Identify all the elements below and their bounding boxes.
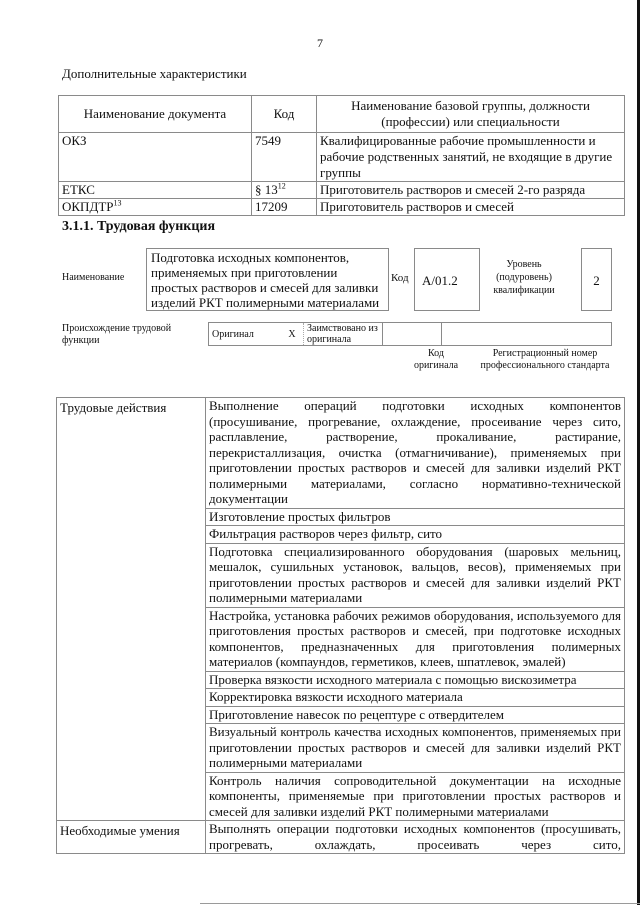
action-item: Проверка вязкости исходного материала с помощью вискозиметра	[206, 671, 625, 689]
doc-text: ЕТКС	[62, 182, 95, 197]
actions-label: Трудовые действия	[57, 398, 206, 821]
table-row	[59, 182, 625, 199]
cell-doc	[59, 133, 252, 182]
labor-function-heading: 3.1.1. Трудовая функция	[62, 219, 216, 234]
name-label: Наименование	[62, 272, 125, 283]
reg-number-label: Регистрационный номер профессионального стандарта	[480, 348, 610, 371]
additional-table	[58, 95, 625, 216]
action-item: Корректировка вязкости исходного материала	[206, 689, 625, 707]
cell-name: Приготовитель растворов и смесей	[317, 199, 625, 216]
header-code: Код	[252, 96, 317, 133]
origin-table	[208, 322, 612, 346]
footnote-ref[interactable]: 12	[277, 181, 286, 191]
doc-text: ОКПДТР	[62, 199, 114, 214]
cell-code	[252, 182, 317, 199]
cell-name: Квалифицированные рабочие промышленности и рабочие родственных занятий, не входящие в другие группы	[317, 133, 625, 182]
origin-code-cell	[383, 323, 442, 346]
action-item: Фильтрация растворов через фильтр, сито	[206, 526, 625, 544]
code-text: § 13	[255, 182, 278, 197]
action-item: Визуальный контроль качества исходных компонентов, применяемых при приготовлении простых растворов и смесей для заливки изделий РКТ полимерными материалами	[206, 724, 625, 773]
table-row	[59, 199, 625, 216]
code-text: 7549	[255, 133, 281, 148]
code-original-label: Код оригинала	[413, 348, 459, 371]
action-item: Приготовление навесок по рецептуре с отвердителем	[206, 706, 625, 724]
header-doc: Наименование документа	[59, 96, 252, 133]
code-label: Код	[391, 272, 409, 284]
function-name-box: Подготовка исходных компонентов, применяемых при приготовлении простых растворов и смесей для заливки изделий РКТ полимерными материалами	[146, 248, 389, 311]
table-row	[59, 133, 625, 182]
cell-code	[252, 133, 317, 182]
action-item: Подготовка специализированного оборудования (шаровых мельниц, мешалок, сушильных установок, вальцов, весов), применяемых при приготовлении простых растворов и смесей для заливки изделий РКТ полимерными материалами	[206, 543, 625, 607]
page-number: 7	[317, 36, 323, 50]
action-item: Настройка, установка рабочих режимов оборудования, используемого для приготовления простых растворов и смесей, при подготовке исходных компонентов, предназначенных для приготовления полимерных материалов (компаундов, герметиков, клеев, шпатлевок, эмалей)	[206, 607, 625, 671]
details-table	[56, 397, 625, 854]
cell-doc	[59, 199, 252, 216]
origin-reg-cell	[442, 323, 612, 346]
action-item: Контроль наличия сопроводительной документации на исходные компоненты, применяемые при приготовлении простых растворов и смесей для заливки изделий РКТ полимерными материалами	[206, 772, 625, 821]
page-bottom-rule	[200, 903, 640, 904]
skills-label: Необходимые умения	[57, 821, 206, 854]
cell-doc	[59, 182, 252, 199]
code-text: 17209	[255, 199, 288, 214]
table-row	[57, 398, 625, 509]
origin-original-label: Оригинал	[209, 323, 282, 346]
cell-name: Приготовитель растворов и смесей 2-го разряда	[317, 182, 625, 199]
additional-heading: Дополнительные характеристики	[62, 66, 247, 81]
level-value-box: 2	[581, 248, 612, 311]
footnote-ref[interactable]: 13	[113, 198, 122, 208]
origin-borrowed-label: Заимствовано из оригинала	[304, 323, 383, 346]
cell-code	[252, 199, 317, 216]
header-name: Наименование базовой группы, должности (профессии) или специальности	[317, 96, 625, 133]
doc-text: ОКЗ	[62, 133, 87, 148]
skill-item: Выполнять операции подготовки исходных компонентов (просушивать, прогревать, охлаждать, просеивать через сито,	[206, 821, 625, 854]
function-code-box: А/01.2	[414, 248, 480, 311]
table-row	[57, 821, 625, 854]
level-label: Уровень (подуровень) квалификации	[493, 259, 555, 296]
origin-label: Происхождение трудовой функции	[62, 323, 172, 346]
action-item: Выполнение операций подготовки исходных компонентов (просушивание, прогревание, охлаждение, просеивание через сито, расплавление, растворение, прокаливание, растирание, перекристаллизация, очистка (отмагничивание), применяемых при приготовлении простых растворов и смесей для заливки изделий РКТ полимерными материалами, согласно нормативно-технической документации	[206, 398, 625, 509]
table-header-row	[59, 96, 625, 133]
origin-original-mark[interactable]: X	[281, 323, 304, 346]
action-item: Изготовление простых фильтров	[206, 508, 625, 526]
